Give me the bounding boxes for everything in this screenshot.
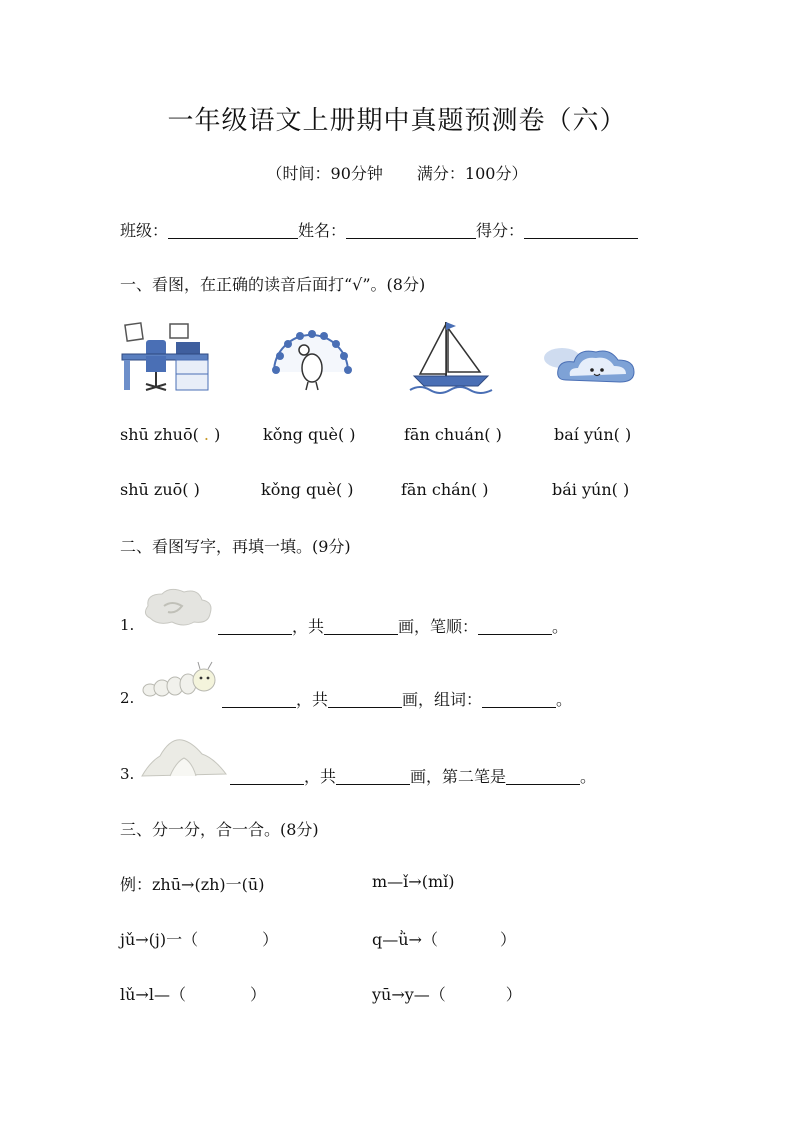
pinyin-option[interactable]: shū zuō( ) (120, 480, 200, 499)
pinyin-option[interactable]: bái yún( ) (552, 480, 630, 499)
class-blank[interactable] (168, 222, 298, 239)
split-exercise[interactable]: yū→y—（ ） (372, 985, 522, 1004)
second-stroke-blank[interactable] (506, 768, 580, 785)
cloud-picture (140, 584, 214, 630)
stroke-count-blank[interactable] (336, 768, 410, 785)
mountain-picture (140, 732, 230, 780)
caterpillar-picture (140, 660, 220, 700)
example-left: 例：zhū→(zh)一(ū) (120, 875, 265, 894)
stroke-count-blank[interactable] (328, 691, 402, 708)
stroke-order-blank[interactable] (478, 618, 552, 635)
pinyin-option[interactable]: kǒng què( ) (261, 480, 354, 499)
pinyin-option[interactable]: fān chán( ) (401, 480, 489, 499)
peacock-illustration (266, 320, 356, 392)
combine-exercise[interactable]: q—ǜ→（ ） (372, 930, 516, 949)
name-label: 姓名： (298, 221, 347, 240)
desk-illustration (120, 318, 212, 394)
cloud-illustration (540, 340, 640, 390)
fill-row-2: ，共 画，组词： 。 (222, 687, 572, 710)
item-number: 3. (120, 765, 135, 783)
example-right: m—ǐ→(mǐ) (372, 872, 455, 891)
item-number: 1. (120, 616, 135, 634)
pinyin-option[interactable]: fān chuán( ) (404, 425, 502, 444)
character-blank[interactable] (230, 768, 304, 785)
student-info-row (120, 218, 638, 241)
name-blank[interactable] (346, 222, 476, 239)
fill-row-1: ，共 画，笔顺： 。 (218, 614, 568, 637)
split-exercise[interactable]: jǔ→(j)一（ ） (120, 930, 279, 949)
pinyin-option[interactable]: kǒng què( ) (263, 425, 356, 444)
score-blank[interactable] (524, 222, 638, 239)
character-blank[interactable] (218, 618, 292, 635)
time-limit: （时间：90分钟 (266, 164, 383, 183)
fill-row-3: ，共 画，第二笔是 。 (230, 764, 596, 787)
full-score: 满分：100分） (416, 164, 528, 183)
character-blank[interactable] (222, 691, 296, 708)
section-3-heading: 三、分一分，合一合。(8分) (120, 820, 319, 839)
stroke-count-blank[interactable] (324, 618, 398, 635)
section-1-heading: 一、看图，在正确的读音后面打“√”。(8分) (120, 275, 426, 294)
word-blank[interactable] (482, 691, 556, 708)
sailboat-illustration (408, 318, 494, 394)
exam-meta (0, 161, 794, 184)
page-title: 一年级语文上册期中真题预测卷（六） (167, 106, 627, 136)
section-2-heading: 二、看图写字，再填一填。(9分) (120, 537, 351, 556)
class-label: 班级： (120, 221, 169, 240)
item-number: 2. (120, 689, 135, 707)
split-exercise[interactable]: lǔ→l—（ ） (120, 985, 266, 1004)
pinyin-option[interactable]: baí yún( ) (554, 425, 632, 444)
pinyin-option[interactable]: shū zhuō( . ) (120, 425, 221, 444)
score-label: 得分： (476, 221, 525, 240)
